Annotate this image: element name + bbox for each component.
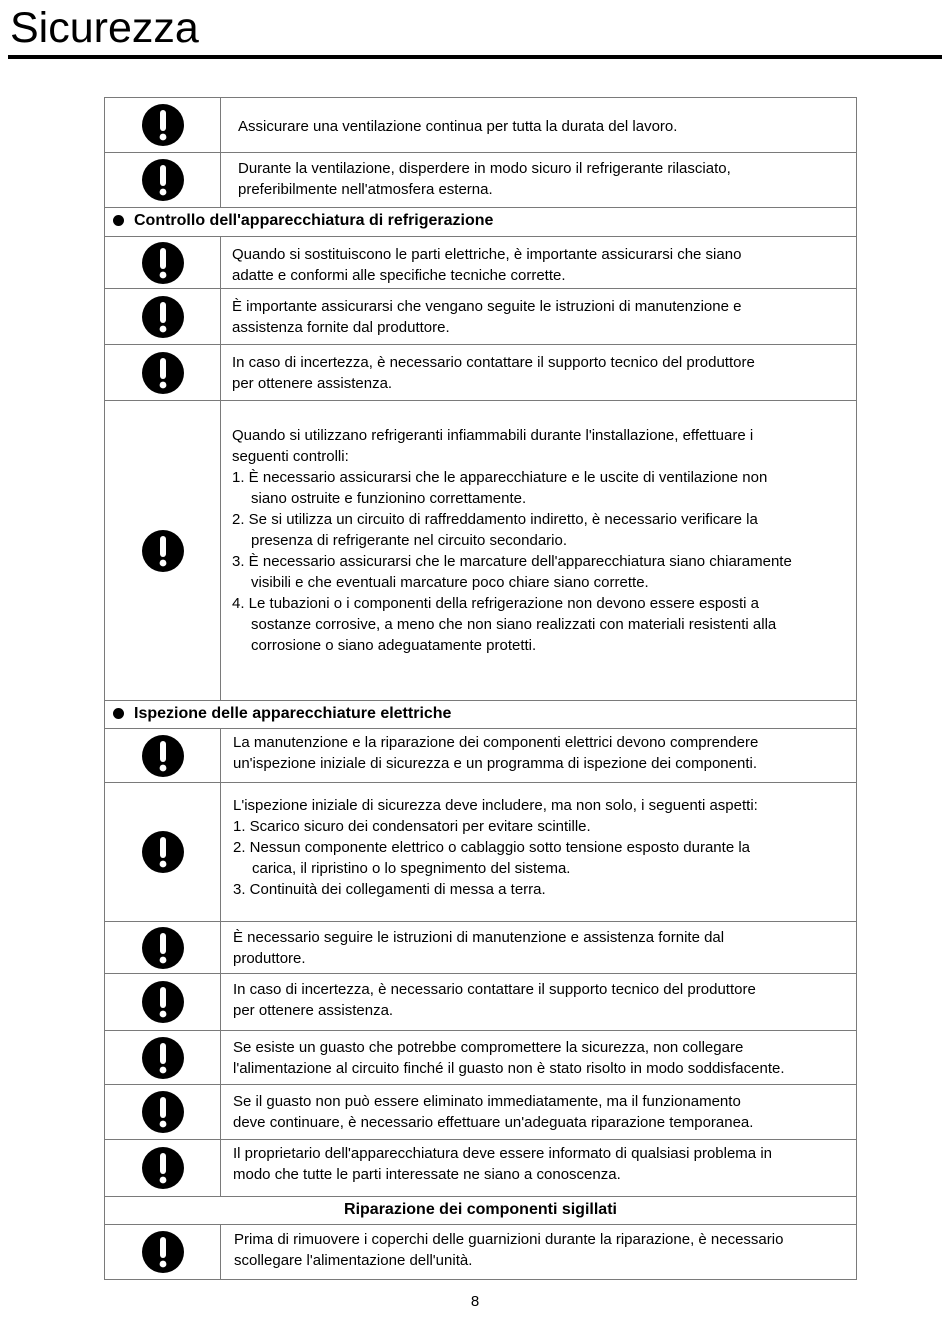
- exclamation-circle-icon: [141, 241, 185, 285]
- table-row: [105, 237, 856, 289]
- row-text: [222, 729, 856, 782]
- text-line: Se esiste un guasto che potrebbe compromettere la sicurezza, non collegare: [233, 1039, 744, 1056]
- section-header: [105, 701, 856, 729]
- table-row: [105, 1225, 856, 1279]
- table-row: [105, 345, 856, 401]
- text-line: La manutenzione e la riparazione dei componenti elettrici devono comprendere: [233, 734, 759, 751]
- exclamation-circle-icon: [141, 1036, 185, 1080]
- exclamation-circle-icon: [141, 103, 185, 147]
- section-header: [105, 1197, 856, 1225]
- table-row: [105, 289, 856, 345]
- text-line: In caso di incertezza, è necessario contattare il supporto tecnico del produttore: [232, 354, 755, 371]
- warning-icon-cell: [105, 922, 221, 973]
- text-line: produttore.: [233, 950, 306, 967]
- text-line: È necessario seguire le istruzioni di manutenzione e assistenza fornite dal: [233, 929, 725, 946]
- list-item: 4. Le tubazioni o i componenti della refrigerazione non devono essere esposti a: [232, 595, 760, 612]
- list-item-continuation: carica, il ripristino o lo spegnimento del sistema.: [252, 860, 571, 877]
- table-row: [105, 153, 856, 208]
- page-title: Sicurezza: [10, 4, 199, 52]
- table-row: [105, 1140, 856, 1197]
- text-line: Assicurare una ventilazione continua per tutta la durata del lavoro.: [238, 118, 678, 135]
- section-title: Controllo dell'apparecchiatura di refrigerazione: [134, 212, 494, 229]
- warning-icon-cell: [105, 289, 221, 344]
- warning-icon-cell: [105, 783, 221, 921]
- row-text: [222, 1225, 856, 1279]
- title-divider: [8, 55, 942, 59]
- text-line: l'alimentazione al circuito finché il guasto non è stato risolto in modo soddisfacente.: [233, 1060, 785, 1077]
- text-line: Prima di rimuovere i coperchi delle guarnizioni durante la riparazione, è necessario: [234, 1231, 784, 1248]
- text-line: Durante la ventilazione, disperdere in modo sicuro il refrigerante rilasciato,: [238, 160, 731, 177]
- section-title: Ispezione delle apparecchiature elettriche: [134, 705, 452, 722]
- list-item-continuation: presenza di refrigerante nel circuito secondario.: [251, 532, 568, 549]
- text-line: Quando si sostituiscono le parti elettriche, è importante assicurarsi che siano: [232, 246, 742, 263]
- page-number: 8: [470, 1293, 480, 1310]
- section-header: [105, 208, 856, 237]
- table-row: [105, 729, 856, 783]
- warning-icon-cell: [105, 1085, 221, 1139]
- list-item: 2. Nessun componente elettrico o cablaggio sotto tensione esposto durante la: [233, 839, 751, 856]
- exclamation-circle-icon: [141, 734, 185, 778]
- warning-icon-cell: [105, 98, 221, 152]
- warning-icon-cell: [105, 729, 221, 782]
- text-line: È importante assicurarsi che vengano seguite le istruzioni di manutenzione e: [232, 298, 742, 315]
- section-title: Riparazione dei componenti sigillati: [344, 1201, 617, 1218]
- exclamation-circle-icon: [141, 1146, 185, 1190]
- row-text: [222, 401, 856, 700]
- row-text: [222, 1085, 856, 1139]
- text-line: In caso di incertezza, è necessario contattare il supporto tecnico del produttore: [233, 981, 756, 998]
- text-line: Il proprietario dell'apparecchiatura deve essere informato di qualsiasi problema in: [233, 1145, 772, 1162]
- list-item: 3. È necessario assicurarsi che le marcature dell'apparecchiatura siano chiaramente: [232, 553, 792, 570]
- row-text: [222, 289, 856, 344]
- text-line: L'ispezione iniziale di sicurezza deve includere, ma non solo, i seguenti aspetti:: [233, 797, 758, 814]
- warning-icon-cell: [105, 1031, 221, 1084]
- text-line: Se il guasto non può essere eliminato immediatamente, ma il funzionamento: [233, 1093, 741, 1110]
- warning-icon-cell: [105, 401, 221, 700]
- text-line: un'ispezione iniziale di sicurezza e un programma di ispezione dei componenti.: [233, 755, 757, 772]
- row-text: [222, 974, 856, 1030]
- text-line: adatte e conformi alle specifiche tecniche corrette.: [232, 267, 566, 284]
- exclamation-circle-icon: [141, 158, 185, 202]
- exclamation-circle-icon: [141, 1090, 185, 1134]
- list-item: 3. Continuità dei collegamenti di messa a terra.: [233, 881, 546, 898]
- text-line: preferibilmente nell'atmosfera esterna.: [238, 181, 493, 198]
- table-row: [105, 974, 856, 1031]
- list-item-continuation: corrosione o siano adeguatamente protetti.: [251, 637, 537, 654]
- list-item: 1. Scarico sicuro dei condensatori per evitare scintille.: [233, 818, 591, 835]
- warning-icon-cell: [105, 1225, 221, 1279]
- row-text: [222, 1140, 856, 1196]
- text-line: seguenti controlli:: [232, 448, 349, 465]
- exclamation-circle-icon: [141, 529, 185, 573]
- table-row: [105, 98, 856, 153]
- warning-icon-cell: [105, 1140, 221, 1196]
- table-row: [105, 783, 856, 922]
- table-row: [105, 401, 856, 701]
- bullet-icon: [113, 708, 124, 719]
- row-text: [222, 153, 856, 207]
- row-text: [222, 237, 856, 288]
- warning-icon-cell: [105, 974, 221, 1030]
- bullet-icon: [113, 215, 124, 226]
- list-item: 2. Se si utilizza un circuito di raffreddamento indiretto, è necessario verificare la: [232, 511, 758, 528]
- exclamation-circle-icon: [141, 351, 185, 395]
- table-row: [105, 922, 856, 974]
- warning-icon-cell: [105, 237, 221, 288]
- exclamation-circle-icon: [141, 926, 185, 970]
- text-line: per ottenere assistenza.: [233, 1002, 394, 1019]
- row-text: [222, 922, 856, 973]
- exclamation-circle-icon: [141, 295, 185, 339]
- row-text: [222, 345, 856, 400]
- exclamation-circle-icon: [141, 980, 185, 1024]
- text-line: assistenza fornite dal produttore.: [232, 319, 450, 336]
- text-line: per ottenere assistenza.: [232, 375, 393, 392]
- safety-table: [104, 97, 857, 1280]
- list-item: 1. È necessario assicurarsi che le apparecchiature e le uscite di ventilazione non: [232, 469, 768, 486]
- text-line: Quando si utilizzano refrigeranti infiammabili durante l'installazione, effettuare i: [232, 427, 754, 444]
- row-text: [222, 98, 856, 152]
- exclamation-circle-icon: [141, 1230, 185, 1274]
- table-row: [105, 1031, 856, 1085]
- row-text: [222, 783, 856, 921]
- warning-icon-cell: [105, 153, 221, 207]
- list-item-continuation: visibili e che eventuali marcature poco chiare siano corrette.: [251, 574, 649, 591]
- list-item-continuation: siano ostruite e funzionino correttamente.: [251, 490, 527, 507]
- row-text: [222, 1031, 856, 1084]
- text-line: modo che tutte le parti interessate ne siano a conoscenza.: [233, 1166, 621, 1183]
- table-row: [105, 1085, 856, 1140]
- exclamation-circle-icon: [141, 830, 185, 874]
- text-line: scollegare l'alimentazione dell'unità.: [234, 1252, 473, 1269]
- list-item-continuation: sostanze corrosive, a meno che non siano realizzati con materiali resistenti alla: [251, 616, 777, 633]
- warning-icon-cell: [105, 345, 221, 400]
- text-line: deve continuare, è necessario effettuare un'adeguata riparazione temporanea.: [233, 1114, 754, 1131]
